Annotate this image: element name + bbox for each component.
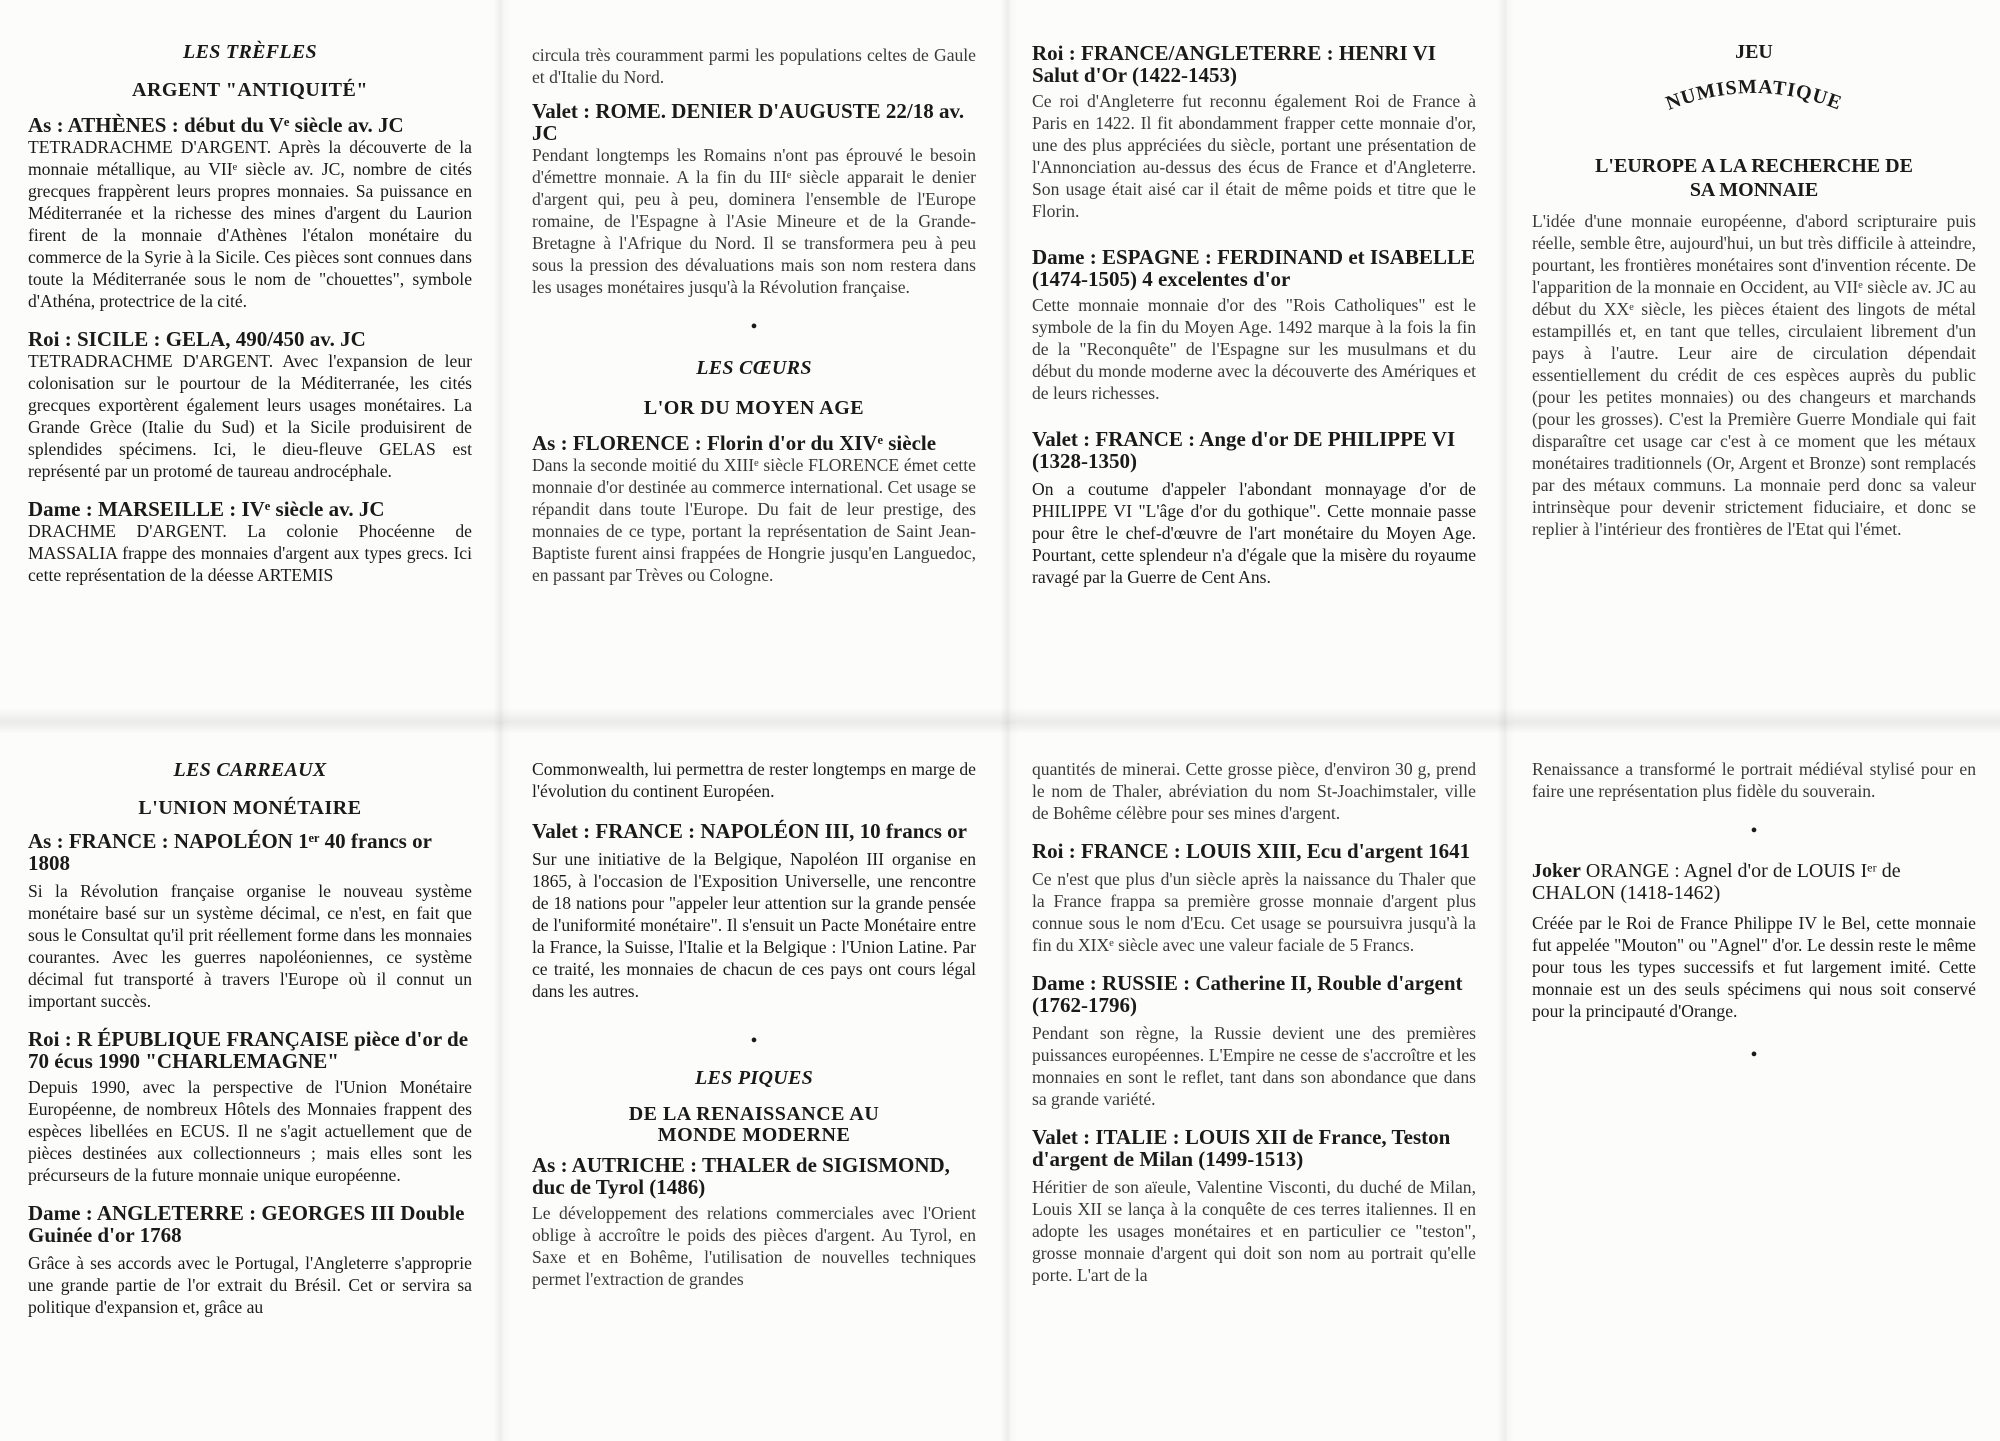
card-text: TETRADRACHME D'ARGENT. Avec l'expansion de leur colonisation sur le pourtour de la Méditerranée, les cités grecques exportèrent également leurs usages monétaires. La Grande Grèce (Italie du Sud) et la Sicile produisirent de splendides spécimens. Ici, le dieu-fleuve GELAS est représenté par un protomé de taureau androcéphale.: [28, 351, 472, 481]
card-heading-dame: Dame : ESPAGNE : FERDINAND et ISABELLE (1474-1505) 4 excelentes d'or: [1032, 245, 1475, 291]
card-heading-dame: Dame : ANGLETERRE : GEORGES III Double Guinée d'or 1768: [28, 1201, 465, 1247]
card-text: Cette monnaie monnaie d'or des "Rois Catholiques" est le symbole de la fin du Moyen Age. 1492 marque à la fois la fin de la "Reconquête" de l'Espagne sur les musulmans et du début du monde moderne avec la découverte des Amériques et de leurs richesses.: [1032, 295, 1476, 403]
card-text: Commonwealth, lui permettra de rester longtemps en marge de l'évolution du continent Européen.: [532, 759, 976, 801]
card-heading-valet: Valet : ITALIE : LOUIS XII de France, Teston d'argent de Milan (1499-1513): [1032, 1125, 1451, 1171]
separator-bullet: •: [1750, 1044, 1758, 1066]
panel-coeurs-suite: [1032, 42, 1476, 700]
section-subtitle: L'UNION MONÉTAIRE: [138, 797, 362, 819]
card-text: circula très couramment parmi les populations celtes de Gaule et d'Italie du Nord.: [532, 45, 976, 87]
card-text: Le développement des relations commerciales avec l'Orient oblige à accroître le poids des pièces d'argent. Au Tyrol, en Saxe et en Bohême, l'utilisation de nouvelles techniques permet l'extraction de grandes: [532, 1203, 976, 1289]
section-title: LES CARREAUX: [173, 759, 327, 781]
card-heading-roi: Roi : FRANCE/ANGLETERRE : HENRI VI Salut d'Or (1422-1453): [1032, 42, 1436, 87]
separator-bullet: •: [1750, 820, 1758, 842]
separator-bullet: •: [750, 1030, 758, 1052]
panel-piques: [532, 758, 976, 1428]
section-subtitle: ARGENT "ANTIQUITÉ": [132, 79, 368, 101]
card-text: Si la Révolution française organise le nouveau système monétaire basé sur un système décimal, ce n'est, en fait que sous le Consultat qu'il prit réellement forme dans les monnaies courantes. Avec les guerres napoléoniennes, ce système décimal fut transporté à travers l'Europe où il connut un important succès.: [28, 881, 472, 1011]
card-heading-dame: Dame : MARSEILLE : IVᵉ siècle av. JC: [28, 497, 385, 521]
fold-line: [0, 708, 2000, 734]
card-heading-as: As : FLORENCE : Florin d'or du XIVᵉ siècle: [532, 431, 937, 455]
card-text: Renaissance a transformé le portrait médiéval stylisé pour en faire une représentation plus fidèle du souverain.: [1532, 759, 1976, 801]
card-text: Depuis 1990, avec la perspective de l'Union Monétaire Européenne, de nombreux Hôtels des Monnaies frappent des espèces libellées en ECUS. Il ne s'agit actuellement que de pièces destinées aux collectionneurs ; mais elles sont les précurseurs de la future monnaie unique européenne.: [28, 1077, 472, 1185]
card-heading-roi: Roi : R ÉPUBLIQUE FRANÇAISE pièce d'or de 70 écus 1990 "CHARLEMAGNE": [28, 1027, 469, 1073]
card-text: Héritier de son aïeule, Valentine Visconti, du duché de Milan, Louis XII se lança à la conquête de ces terres italiennes. Il en adopte les usages monétaires et en particulier ce "teston", grosse monnaie d'argent qui doit son nom au portrait qu'elle porte. L'art de la: [1032, 1177, 1476, 1285]
card-text: TETRADRACHME D'ARGENT. Après la découverte de la monnaie métallique, au VIIᵉ siècle av. JC, nombre de cités grecques frappèrent leurs propres monnaies. Sa puissance en Méditerranée et la richesse des mines d'argent du Laurion firent de la monnaie d'Athènes l'étalon monétaire du commerce de la Syrie à la Sicile. Ces pièces sont connues dans toute la Méditerranée sous le nom de "chouettes", symbole d'Athéna, protectrice de la cité.: [28, 137, 472, 311]
card-text: Pendant longtemps les Romains n'ont pas éprouvé le besoin d'émettre monnaie. A la fin du IIIᵉ siècle apparait le denier d'argent qui, peu à peu, dominera l'ensemble de l'Europe romaine, de l'Espagne à l'Asie Mineure et de la Grande-Bretagne à l'Afrique du Nord. Il se transformera peu à peu sous la pression des dévaluations mais son nom restera dans les usages monétaires jusqu'à la Révolution française.: [532, 145, 976, 297]
separator-bullet: •: [750, 316, 758, 338]
section-title: LES PIQUES: [694, 1067, 814, 1089]
card-heading-valet: Valet : ROME. DENIER D'AUGUSTE 22/18 av. JC: [532, 99, 965, 145]
panel-carreaux: [28, 758, 472, 1428]
panel-coeurs: [532, 44, 976, 700]
card-heading-roi: Roi : SICILE : GELA, 490/450 av. JC: [28, 327, 366, 351]
card-text: Dans la seconde moitié du XIIIᵉ siècle FLORENCE émet cette monnaie d'or destinée au commerce international. Cet usage se répandit dans toute l'Europe. Du fait de leur prestige, des monnaies de ce type, portant la représentation de Saint Jean-Baptiste furent ainsi frappées de Hongrie jusqu'en Languedoc, en passant par Trèves ou Cologne.: [532, 455, 976, 585]
card-text: Ce n'est que plus d'un siècle après la naissance du Thaler que la France frappa sa première grosse monnaie d'argent plus connue sous le nom d'Ecu. Cet usage se poursuivra jusqu'à la fin du XIXᵉ siècle avec une valeur faciale de 5 Francs.: [1032, 869, 1476, 955]
intro-text: L'idée d'une monnaie européenne, d'abord scripturaire puis réelle, semble être, aujourd'hui, un but très difficile à atteindre, pourtant, les frontières monétaires sont d'invention récente. De l'apparition de la monnaie en Occident, au VIIᵉ siècle av. JC au début du XXᵉ siècle, les pièces étaient des lingots de métal estampillés et, en tant que telles, circulaient librement d'un pays à l'autre. Leur aire de circulation dépendait essentiellement du crédit de ces espèces auprès du public (pour les petites monnaies) ou des changeurs et marchands (pour les grosses). C'est la Première Guerre Mondiale qui fait disparaître cet usage car c'est à ce moment que les métaux monétaires traditionnels (Or, Argent et Bronze) sont remplacés par des métaux communs. La monnaie perd donc sa valeur intrinsèque pour devenir strictement fiduciaire, et donc se replier à l'intérieur des frontières de l'Etat qui l'émet.: [1532, 211, 1976, 539]
joker-title: ORANGE : Agnel d'or de LOUIS Iᵉʳ de CHALON (1418-1462): [1532, 860, 1901, 904]
card-text: Créée par le Roi de France Philippe IV le Bel, cette monnaie fut appelée "Mouton" ou "Agnel" d'or. Le dessin reste le même pour tous les types successifs et fut largement imité. Cette monnaie est un des seuls spécimens qui nous soit conservé pour la principauté d'Orange.: [1532, 913, 1976, 1021]
section-title: LES TRÈFLES: [183, 41, 317, 63]
card-text: DRACHME D'ARGENT. La colonie Phocéenne de MASSALIA frappe des monnaies d'argent aux types grecs. Ici cette représentation de la déesse ARTEMIS: [28, 521, 472, 585]
card-text: On a coutume d'appeler l'abondant monnayage d'or de PHILIPPE VI "L'âge d'or du gothique". Cette monnaie passe pour être le chef-d'œuvre de l'art monétaire du Moyen Age. Pourtant, cette splendeur n'a d'égale que la misère du royaume ravagé par la Guerre de Cent Ans.: [1032, 479, 1476, 587]
card-text: Pendant son règne, la Russie devient une des premières puissances européennes. L'Empire ne cesse de s'accroître et les monnaies en sont le reflet, tant dans son abondance que dans sa grande variété.: [1032, 1023, 1476, 1109]
card-text: Grâce à ses accords avec le Portugal, l'Angleterre s'approprie une grande partie de l'or extrait du Brésil. Cet or servira sa politique d'expansion et, grâce au: [28, 1253, 472, 1317]
game-title-numismatique: NUMISMATIQUE: [1662, 75, 1846, 115]
panel-piques-suite: [1032, 758, 1476, 1428]
section-subtitle: L'OR DU MOYEN AGE: [643, 397, 865, 419]
card-heading-as: As : FRANCE : NAPOLÉON 1ᵉʳ 40 francs or 1808: [28, 829, 432, 875]
card-heading-roi: Roi : FRANCE : LOUIS XIII, Ecu d'argent 1641: [1032, 839, 1471, 863]
section-title: LES CŒURS: [696, 357, 812, 379]
card-heading-dame: Dame : RUSSIE : Catherine II, Rouble d'argent (1762-1796): [1032, 971, 1463, 1017]
card-heading-valet: Valet : FRANCE : NAPOLÉON III, 10 francs or: [532, 819, 967, 843]
svg-text:NUMISMATIQUE: [1663, 76, 1845, 115]
game-subtitle: L'EUROPE A LA RECHERCHE DE SA MONNAIE: [1595, 155, 1913, 201]
panel-joker: [1532, 758, 1976, 1428]
joker-label: Joker: [1532, 860, 1581, 882]
game-title-arc: [1644, 64, 1864, 118]
card-text: Sur une initiative de la Belgique, Napoléon III organise en 1865, à l'occasion de l'Exposition Universelle, une rencontre de 18 nations pour "appeler leur attention sur la grande pensée de l'uniformité monétaire". Il s'ensuit un Pacte Monétaire entre la France, la Suisse, l'Italie et la Belgique : l'Union Latine. Par ce traité, les monnaies de chacun de ces pays ont cours légal dans les autres.: [532, 849, 976, 1001]
card-text: quantités de minerai. Cette grosse pièce, d'environ 30 g, prend le nom de Thaler, abréviation du nom St-Joachimstaler, ville de Bohême célèbre pour ses mines d'argent.: [1032, 759, 1476, 823]
card-heading-joker: [1532, 860, 1976, 904]
card-text: Ce roi d'Angleterre fut reconnu également Roi de France à Paris en 1422. Il fit abondamment frapper cette monnaie d'or, une des plus appréciées du siècle, portant une présentation de l'Annonciation au-dessus des écus de France et d'Angleterre. Son usage était aisé car il était de même poids et titre que le Florin.: [1032, 91, 1476, 221]
section-subtitle: DE LA RENAISSANCE AU MONDE MODERNE: [628, 1103, 880, 1146]
panel-cover: [1532, 40, 1976, 700]
panel-trefles: [28, 40, 472, 700]
card-heading-as: As : ATHÈNES : début du Vᵉ siècle av. JC: [28, 113, 404, 137]
card-heading-as: As : AUTRICHE : THALER de SIGISMOND, duc de Tyrol (1486): [532, 1153, 950, 1199]
game-title-jeu: JEU: [1735, 41, 1773, 63]
card-heading-valet: Valet : FRANCE : Ange d'or DE PHILIPPE VI (1328-1350): [1032, 427, 1456, 473]
